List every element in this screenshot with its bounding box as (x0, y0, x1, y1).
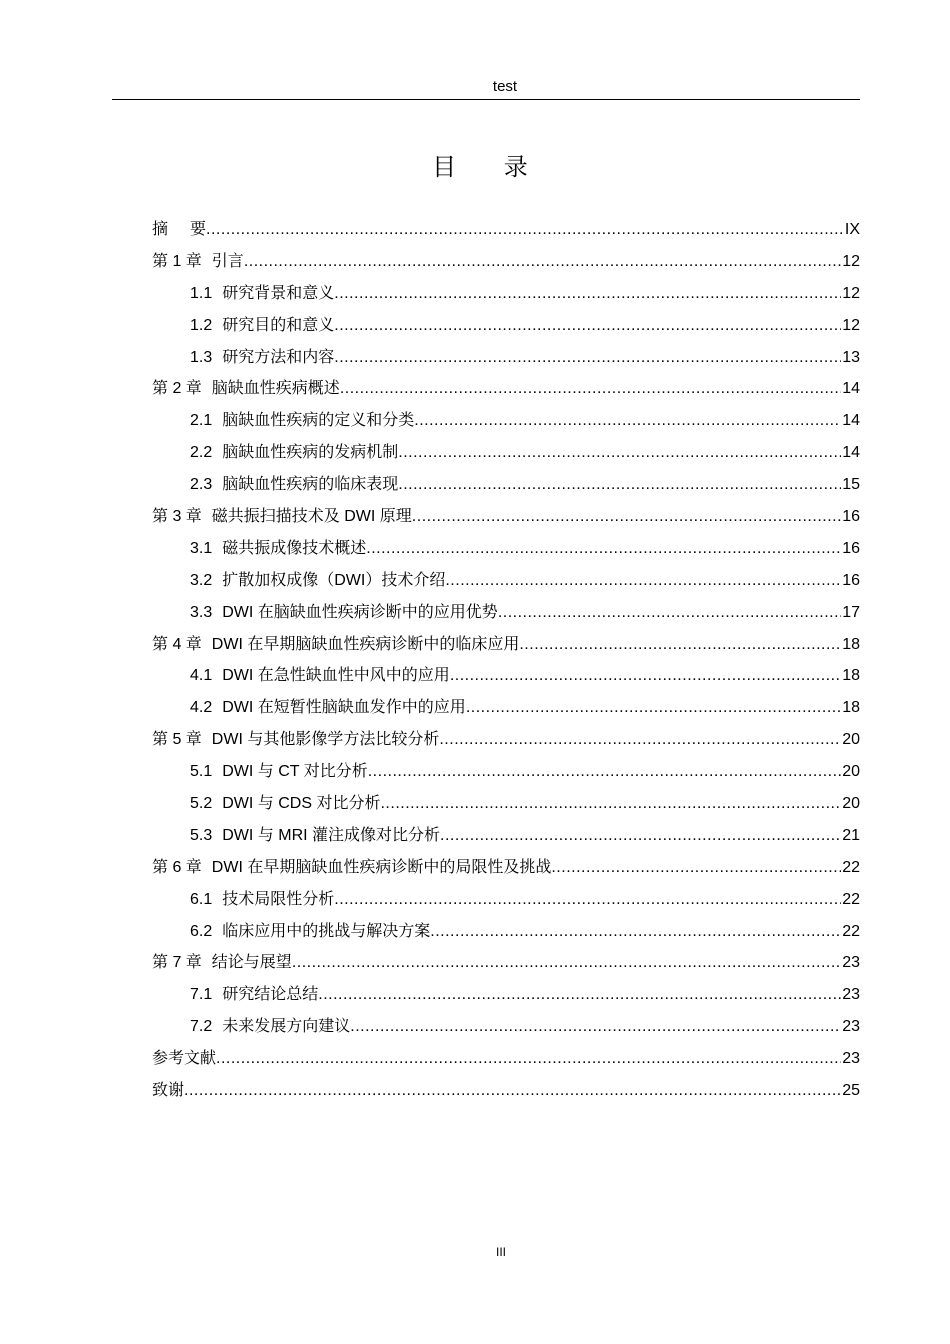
toc-entry[interactable] (152, 979, 860, 1011)
toc-entry[interactable] (152, 947, 860, 979)
toc-entry-title: 要 (190, 221, 207, 238)
toc-entry-number: 3.2 (190, 571, 213, 589)
toc-entry-title: 技术局限性分析 (222, 890, 335, 908)
toc-entry-number: 第 2 章 (152, 380, 202, 398)
toc-entry-number: 第 6 章 (152, 858, 202, 876)
toc-entry-number: 4.1 (190, 667, 213, 685)
toc-dot-leader (440, 820, 841, 852)
toc-dot-leader (450, 660, 841, 692)
toc-entry-title: 参考文献 (152, 1050, 217, 1068)
toc-entry[interactable] (152, 884, 860, 916)
toc-entry-title: 脑缺血性疾病概述 (211, 380, 340, 398)
toc-entry-number: 第 7 章 (152, 954, 202, 972)
toc-entry-number: 3.1 (190, 539, 213, 557)
toc-entry-page: 20 (842, 731, 860, 749)
toc-entry[interactable] (152, 373, 860, 405)
toc-entry-title: DWI 在脑缺血性疾病诊断中的应用优势 (222, 603, 498, 621)
toc-entry-page: 12 (842, 252, 860, 270)
toc-entry-page: 16 (842, 508, 860, 526)
toc-entry-page: 23 (842, 986, 860, 1004)
toc-entry[interactable] (152, 788, 860, 820)
toc-entry[interactable] (152, 405, 860, 437)
toc-entry-number: 4.2 (190, 699, 213, 717)
toc-entry-title: 研究结论总结 (222, 986, 319, 1004)
toc-entry-title: 磁共振扫描技术及 DWI 原理 (211, 508, 412, 526)
toc-entry-number: 1.2 (190, 316, 213, 334)
toc-entry-title: DWI 在早期脑缺血性疾病诊断中的临床应用 (211, 635, 520, 653)
toc-entry-number: 5.2 (190, 795, 213, 813)
toc-dot-leader (466, 692, 841, 724)
header-rule (112, 99, 860, 100)
toc-entry-number: 5.1 (190, 763, 213, 781)
toc-entry-page: 20 (842, 795, 860, 813)
toc-entry-page: 23 (842, 1050, 860, 1068)
toc-entry[interactable] (152, 278, 860, 310)
toc-entry-title: DWI 在早期脑缺血性疾病诊断中的局限性及挑战 (211, 858, 552, 876)
toc-entry-number: 2.3 (190, 476, 213, 494)
toc-dot-leader (334, 342, 841, 374)
toc-entry-page: 12 (842, 284, 860, 302)
toc-entry-page: 15 (842, 476, 860, 494)
toc-entry-page: 18 (842, 635, 860, 653)
toc-entry-page: 16 (842, 571, 860, 589)
toc-dot-leader (216, 1043, 841, 1075)
toc-entry-number: 5.3 (190, 826, 213, 844)
toc-dot-leader (414, 405, 841, 437)
toc-dot-leader (184, 1075, 841, 1107)
toc-dot-leader (398, 437, 841, 469)
toc-dot-leader (498, 597, 841, 629)
toc-entry-page: IX (844, 221, 860, 238)
toc-entry-number: 6.2 (190, 922, 213, 940)
toc-entry-page: 17 (842, 603, 860, 621)
toc-entry[interactable] (152, 756, 860, 788)
toc-entry-page: 14 (842, 380, 860, 398)
toc-entry-number: 摘 (152, 221, 169, 238)
toc-entry-page: 14 (842, 412, 860, 430)
toc-dot-leader (439, 724, 841, 756)
toc-entry-title: DWI 在急性缺血性中风中的应用 (222, 667, 450, 685)
toc-entry-page: 18 (842, 699, 860, 717)
toc-entry[interactable] (152, 916, 860, 948)
header-text: test (492, 78, 518, 95)
toc-entry-title: 磁共振成像技术概述 (222, 539, 367, 557)
toc-title: 目 录 (432, 153, 548, 181)
toc-entry[interactable] (152, 1075, 860, 1107)
toc-entry-title: 研究背景和意义 (222, 284, 335, 302)
toc-entry-page: 16 (842, 539, 860, 557)
toc-entry[interactable] (152, 629, 860, 661)
toc-entry-page: 22 (842, 858, 860, 876)
toc-entry-title: 扩散加权成像（DWI）技术介绍 (222, 571, 446, 589)
toc-entry-page: 21 (842, 826, 860, 844)
toc-dot-leader (318, 979, 841, 1011)
toc-entry-number: 第 4 章 (152, 635, 202, 653)
toc-entry-number: 1.1 (190, 284, 213, 302)
footer-page-number: III (495, 1245, 506, 1259)
toc-entry-title: DWI 与 MRI 灌注成像对比分析 (222, 826, 441, 844)
toc-dot-leader (334, 310, 841, 342)
toc-entry-page: 22 (842, 890, 860, 908)
toc-entry-number: 1.3 (190, 348, 213, 366)
toc-entry-title: DWI 与 CT 对比分析 (222, 763, 368, 781)
toc-dot-leader (398, 469, 841, 501)
toc-entry[interactable] (152, 565, 860, 597)
toc-entry[interactable] (152, 501, 860, 533)
toc-entry-title: 临床应用中的挑战与解决方案 (222, 922, 431, 940)
toc-entry-title: DWI 与 CDS 对比分析 (222, 795, 381, 813)
toc-entry-title: DWI 与其他影像学方法比较分析 (211, 731, 440, 749)
toc-entry[interactable] (152, 597, 860, 629)
toc-list (152, 214, 860, 1107)
toc-dot-leader (380, 788, 841, 820)
toc-entry-title: 结论与展望 (211, 954, 292, 972)
toc-dot-leader (244, 246, 841, 278)
toc-entry-page: 13 (842, 348, 860, 366)
toc-entry-number: 第 5 章 (152, 731, 202, 749)
toc-entry-number: 6.1 (190, 890, 213, 908)
toc-entry-title: 引言 (211, 252, 244, 270)
toc-entry[interactable] (152, 1011, 860, 1043)
toc-entry-page: 14 (842, 444, 860, 462)
toc-entry[interactable] (152, 310, 860, 342)
toc-entry-page: 20 (842, 763, 860, 781)
toc-entry-title: 研究目的和意义 (222, 316, 335, 334)
toc-dot-leader (551, 852, 841, 884)
toc-dot-leader (519, 629, 841, 661)
toc-entry[interactable] (152, 533, 860, 565)
toc-entry-title: 脑缺血性疾病的发病机制 (222, 444, 399, 462)
toc-entry[interactable] (152, 214, 860, 246)
toc-dot-leader (334, 278, 841, 310)
toc-entry-page: 23 (842, 954, 860, 972)
toc-entry-page: 12 (842, 316, 860, 334)
toc-dot-leader (430, 916, 841, 948)
toc-entry-number: 7.1 (190, 986, 213, 1004)
toc-dot-leader (292, 947, 841, 979)
toc-entry-page: 25 (842, 1082, 860, 1100)
toc-entry-title: DWI 在短暂性脑缺血发作中的应用 (222, 699, 466, 717)
toc-entry-page: 18 (842, 667, 860, 685)
toc-entry-title: 研究方法和内容 (222, 348, 335, 366)
toc-entry-number: 2.2 (190, 444, 213, 462)
toc-entry-number: 2.1 (190, 412, 213, 430)
toc-entry-title: 致谢 (152, 1082, 185, 1100)
toc-dot-leader (334, 884, 841, 916)
toc-dot-leader (350, 1011, 841, 1043)
toc-entry-number: 7.2 (190, 1018, 213, 1036)
toc-entry[interactable] (152, 342, 860, 374)
toc-entry-title: 脑缺血性疾病的临床表现 (222, 476, 399, 494)
toc-entry-title: 脑缺血性疾病的定义和分类 (222, 412, 415, 430)
toc-entry-title: 未来发展方向建议 (222, 1018, 351, 1036)
toc-entry-number: 3.3 (190, 603, 213, 621)
toc-dot-leader (340, 373, 841, 405)
toc-entry[interactable] (152, 437, 860, 469)
toc-entry-number: 第 1 章 (152, 252, 202, 270)
toc-entry[interactable] (152, 1043, 860, 1075)
toc-dot-leader (366, 533, 841, 565)
toc-entry-page: 23 (842, 1018, 860, 1036)
toc-dot-leader (412, 501, 841, 533)
toc-entry[interactable] (152, 469, 860, 501)
toc-entry[interactable] (152, 660, 860, 692)
toc-dot-leader (206, 214, 844, 246)
toc-entry-number: 第 3 章 (152, 508, 202, 526)
toc-entry-page: 22 (842, 922, 860, 940)
toc-entry[interactable] (152, 724, 860, 756)
toc-entry[interactable] (152, 852, 860, 884)
toc-entry[interactable] (152, 820, 860, 852)
toc-dot-leader (368, 756, 841, 788)
toc-dot-leader (445, 565, 841, 597)
toc-entry[interactable] (152, 246, 860, 278)
toc-entry[interactable] (152, 692, 860, 724)
